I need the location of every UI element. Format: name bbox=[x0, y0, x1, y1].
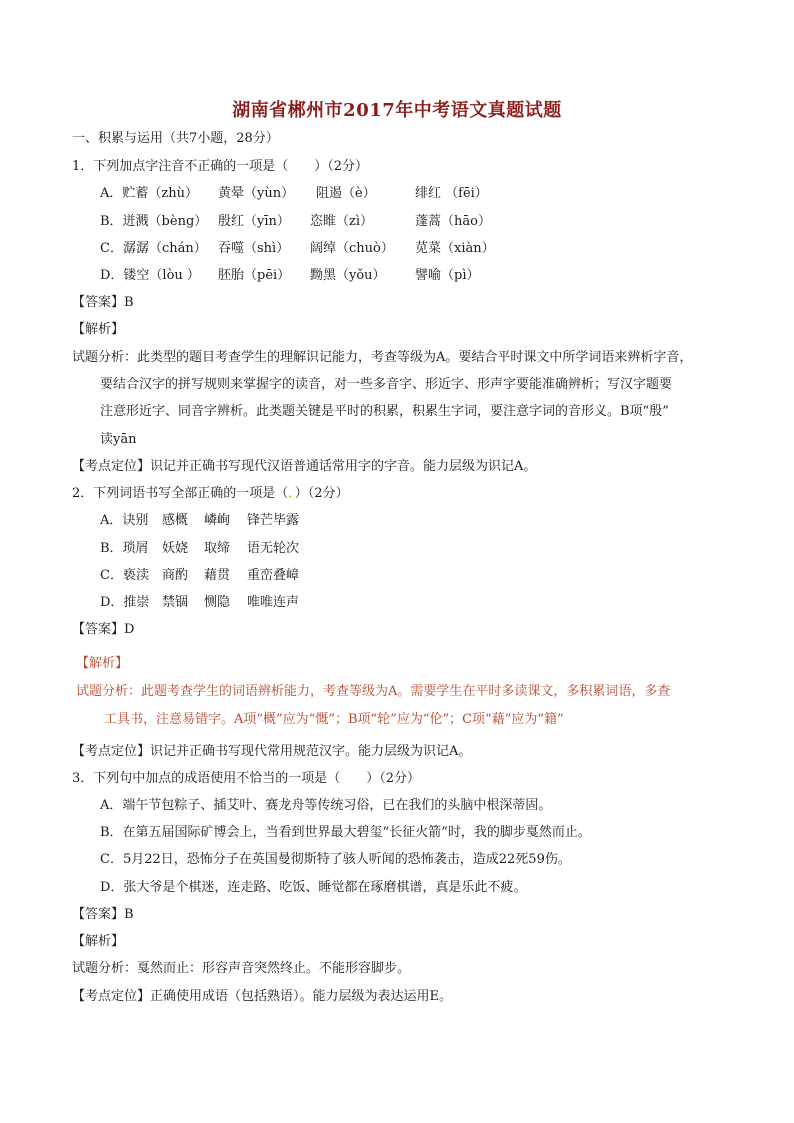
q3-answer: 【答案】B bbox=[72, 907, 134, 922]
q1-answer: 【答案】B bbox=[72, 295, 134, 310]
page-title: 湖南省郴州市2017年中考语文真题试题 bbox=[232, 100, 562, 121]
q2-option-d3: 恻隐 bbox=[204, 595, 231, 610]
q3-analysis-label: 【解析】 bbox=[72, 934, 125, 949]
q2-analysis-line: 试题分析：此题考查学生的词语辨析能力，考查等级为A。需要学生在平时多读课文，多积累词语，多查 bbox=[76, 684, 671, 699]
q2-option-c2: 商酌 bbox=[162, 568, 189, 583]
q3-point: 【考点定位】正确使用成语（包括熟语）。能力层级为表达运用E。 bbox=[72, 989, 452, 1004]
q1-option-d2: 胚胎（pēi） bbox=[218, 268, 291, 283]
q2-option-c1: C．亵渎 bbox=[100, 568, 149, 583]
q2-option-d1: D．推崇 bbox=[100, 595, 150, 610]
q2-option-a1: A．诀别 bbox=[100, 513, 149, 528]
q2-option-a2: 感概 bbox=[162, 513, 189, 528]
q1-option-b1: B．迸溅（bèng） bbox=[100, 214, 208, 229]
section-heading: 一、积累与运用（共7小题，28分） bbox=[72, 131, 279, 146]
q1-analysis-line: 读yān bbox=[100, 432, 137, 447]
q3-stem: 3．下列句中加点的成语使用不恰当的一项是（ ）（2分） bbox=[72, 771, 421, 786]
q3-option-a: A．端午节包粽子、插艾叶、赛龙舟等传统习俗，已在我们的头脑中根深蒂固。 bbox=[100, 798, 552, 813]
q1-option-d3: 黝黑（yǒu） bbox=[310, 268, 386, 283]
q1-analysis-line: 要结合汉字的拼写规则来掌握字的读音，对一些多音字、形近字、形声字要能准确辨析；写汉字题要 bbox=[100, 377, 673, 392]
q2-option-b3: 取缔 bbox=[204, 541, 231, 556]
q1-option-c4: 苋菜（xiàn） bbox=[415, 241, 495, 256]
q1-option-b3: 恣睢（zì） bbox=[310, 214, 374, 229]
q2-answer: 【答案】D bbox=[72, 622, 135, 637]
q2-point: 【考点定位】识记并正确书写现代常用规范汉字。能力层级为识记A。 bbox=[72, 744, 472, 759]
q2-stem-suffix: ）（2分） bbox=[294, 486, 349, 501]
q1-stem: 1．下列加点字注音不正确的一项是（ ）（2分） bbox=[72, 159, 369, 174]
q3-option-d: D．张大爷是个棋迷，连走路、吃饭、睡觉都在琢磨棋谱，真是乐此不疲。 bbox=[100, 880, 527, 895]
q1-option-b2: 殷红（yīn） bbox=[218, 214, 290, 229]
q2-option-c3: 藉贯 bbox=[204, 568, 231, 583]
q2-option-a3: 嶙峋 bbox=[204, 513, 231, 528]
q1-point: 【考点定位】识记并正确书写现代汉语普通话常用字的字音。能力层级为识记A。 bbox=[72, 459, 537, 474]
q1-option-c2: 吞噬（shì） bbox=[218, 241, 290, 256]
q1-option-a4: 绯红 （fēi） bbox=[415, 186, 488, 201]
q1-option-a2: 黄晕（yùn） bbox=[218, 186, 295, 201]
q2-analysis-line: 工具书，注意易错字。A项“概”应为“慨”；B项“轮”应为“伦”；C项“藉”应为“籍” bbox=[104, 712, 564, 727]
q2-option-d4: 唯唯连声 bbox=[247, 595, 300, 610]
q1-analysis-label: 【解析】 bbox=[72, 322, 125, 337]
q1-analysis-line: 注意形近字、同音字辨析。此类题关键是平时的积累，积累生字词，要注意字词的音形义。B项“殷” bbox=[100, 404, 669, 419]
q3-analysis: 试题分析：戛然而止：形容声音突然终止。不能形容脚步。 bbox=[72, 961, 411, 976]
q2-analysis-label: 【解析】 bbox=[76, 656, 129, 671]
q2-stem-dot: ． bbox=[288, 486, 295, 501]
q3-option-c: C．5月22日，恐怖分子在英国曼彻斯特了骇人听闻的恐怖袭击，造成22死59伤。 bbox=[100, 852, 571, 867]
q1-option-d1: D．镂空（lòu ） bbox=[100, 268, 200, 283]
q1-option-b4: 蓬蒿（hāo） bbox=[415, 214, 491, 229]
q2-option-b4: 语无轮次 bbox=[247, 541, 300, 556]
q1-option-c1: C．潺潺（chán） bbox=[100, 241, 207, 256]
q1-option-c3: 阔绰（chuò） bbox=[310, 241, 394, 256]
q2-option-d2: 禁锢 bbox=[162, 595, 189, 610]
q2-stem-prefix: 2．下列词语书写全部正确的一项是（ bbox=[72, 486, 289, 501]
q2-option-b2: 妖娆 bbox=[162, 541, 189, 556]
q2-option-a4: 锋芒毕露 bbox=[247, 513, 300, 528]
q2-option-b1: B．琐屑 bbox=[100, 541, 149, 556]
q1-option-a3: 阻遏（è） bbox=[316, 186, 376, 201]
q1-analysis-line: 试题分析：此类型的题目考查学生的理解识记能力，考查等级为A。要结合平时课文中所学词语来辨析字音， bbox=[72, 350, 693, 365]
q2-stem bbox=[72, 485, 349, 503]
q1-option-a1: A．贮蓄（zhù） bbox=[100, 186, 198, 201]
q3-option-b: B．在第五届国际矿博会上，当看到世界最大碧玺“长征火箭”时，我的脚步戛然而止。 bbox=[100, 825, 591, 840]
q2-option-c4: 重峦叠嶂 bbox=[247, 568, 300, 583]
q1-option-d4: 譬喻（pì） bbox=[415, 268, 480, 283]
